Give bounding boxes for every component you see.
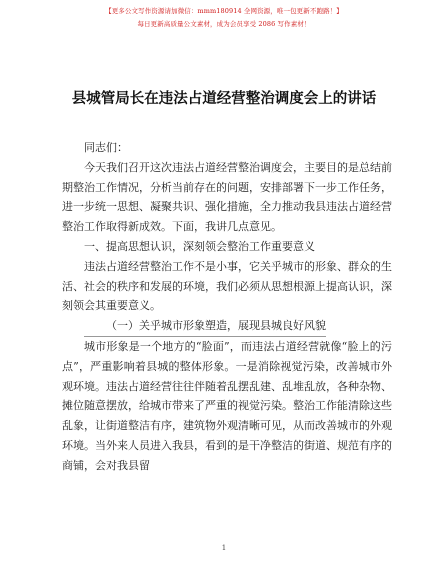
page-number: 1 [221, 544, 227, 552]
salutation: 同志们： [84, 141, 128, 154]
promo-banner-line1: 【更多公文写作资源请加微信：mmm180914 全网资源，唯一包更新不跑路！】 [105, 7, 343, 15]
promo-banner-line2: 每日更新高质量公文素材，成为会员享受 2086 写作素材！ [137, 20, 311, 28]
document-body [62, 138, 392, 476]
paragraph-intro: 今天我们召开这次违法占道经营整治调度会，主要目的是总结前期整治工作情况，分析当前存在的问题，安排部署下一步工作任务，进一步统一思想、凝聚共识、强化措施，全力推动我县违法占道经营整治工作取得新成效。下面，我讲几点意见。 [62, 160, 392, 234]
subsection-heading-1-text: （一）关乎城市形象塑造，展现县城良好风貌 [84, 316, 326, 337]
paragraph-section-1: 违法占道经营整治工作不是小事，它关乎城市的形象、群众的生活、社会的秩序和发展的环境，我们必须从思想根源上提高认识，深刻领会其重要意义。 [62, 259, 392, 313]
subsection-heading-1 [62, 316, 392, 337]
paragraph-subsection-1: 城市形象是一个地方的“脸面”，而违法占道经营就像“脸上的污点”，严重影响着县城的整体形象。一是消除视觉污染，改善城市外观环境。违法占道经营往往伴随着乱摆乱建、乱堆乱放，各种杂物、摊位随意摆放，给城市带来了严重的视觉污染。整治工作能清除这些乱象，让街道整洁有序，建筑物外观清晰可见，从而改善城市的外观环境。当外来人员进入我县，看到的是干净整洁的街道、规范有序的商铺，会对我县留 [62, 339, 392, 472]
section-heading-1: 一、提高思想认识，深刻领会整治工作重要意义 [84, 239, 315, 253]
document-title: 县城管局长在违法占道经营整治调度会上的讲话 [71, 90, 377, 107]
